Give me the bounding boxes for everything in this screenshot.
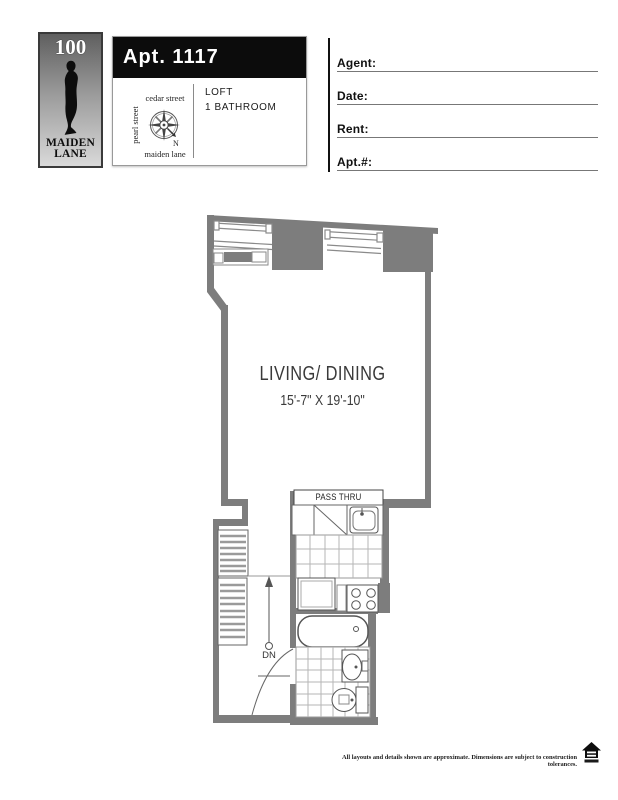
apt-number-field-label: Apt.#: bbox=[337, 155, 373, 169]
compass-street-bottom: maiden lane bbox=[144, 149, 186, 159]
stove bbox=[347, 585, 378, 612]
radiator-unit bbox=[213, 249, 268, 265]
bathroom-sink bbox=[342, 650, 368, 682]
living-bottom-wall-left bbox=[221, 499, 248, 506]
room-dimensions: 15'-7" X 19'-10" bbox=[280, 392, 365, 409]
kitchen-floor-tiles bbox=[296, 535, 382, 578]
dn-arrow bbox=[265, 576, 273, 650]
kitchen-sink bbox=[350, 507, 378, 533]
rent-field-label: Rent: bbox=[337, 122, 369, 136]
stairs-down-label: DN bbox=[262, 650, 276, 661]
disclaimer-text: All layouts and details shown are approximate. Dimensions are subject to construction tolerances. bbox=[341, 754, 577, 768]
living-right-wall bbox=[425, 270, 431, 508]
logo-number: 100 bbox=[54, 35, 87, 59]
room-label: LIVING/ DINING bbox=[259, 363, 386, 385]
bathtub bbox=[298, 616, 368, 647]
bottom-wall-bath bbox=[290, 717, 378, 725]
logo-name-line1: MAIDEN bbox=[45, 137, 96, 149]
kitchen-right-block bbox=[378, 583, 390, 613]
stairs-upper-flight bbox=[218, 530, 248, 576]
living-bottom-wall-right bbox=[380, 499, 431, 508]
bottom-wall-entry bbox=[213, 715, 293, 723]
compass-street-top: cedar street bbox=[145, 93, 185, 103]
compass-north-label: N bbox=[173, 139, 179, 148]
agent-field-label: Agent: bbox=[337, 56, 377, 70]
refrigerator bbox=[298, 578, 335, 610]
column-pier-right bbox=[383, 226, 433, 272]
unit-bath-label: 1 BATHROOM bbox=[205, 102, 277, 113]
unit-type-label: LOFT bbox=[205, 87, 233, 98]
stairs-lower-flight bbox=[218, 578, 247, 645]
toilet bbox=[332, 687, 368, 713]
compass-street-left: pearl street bbox=[130, 106, 140, 144]
bath-left-wall-lower bbox=[290, 684, 296, 717]
left-wall-living bbox=[221, 305, 228, 505]
pass-thru-label: PASS THRU bbox=[315, 492, 362, 503]
date-field-label: Date: bbox=[337, 89, 369, 103]
column-pier-middle bbox=[272, 219, 323, 270]
counter-strip bbox=[337, 585, 346, 611]
logo-name-line2: LANE bbox=[54, 148, 87, 160]
apartment-title: Apt. 1117 bbox=[113, 37, 306, 78]
